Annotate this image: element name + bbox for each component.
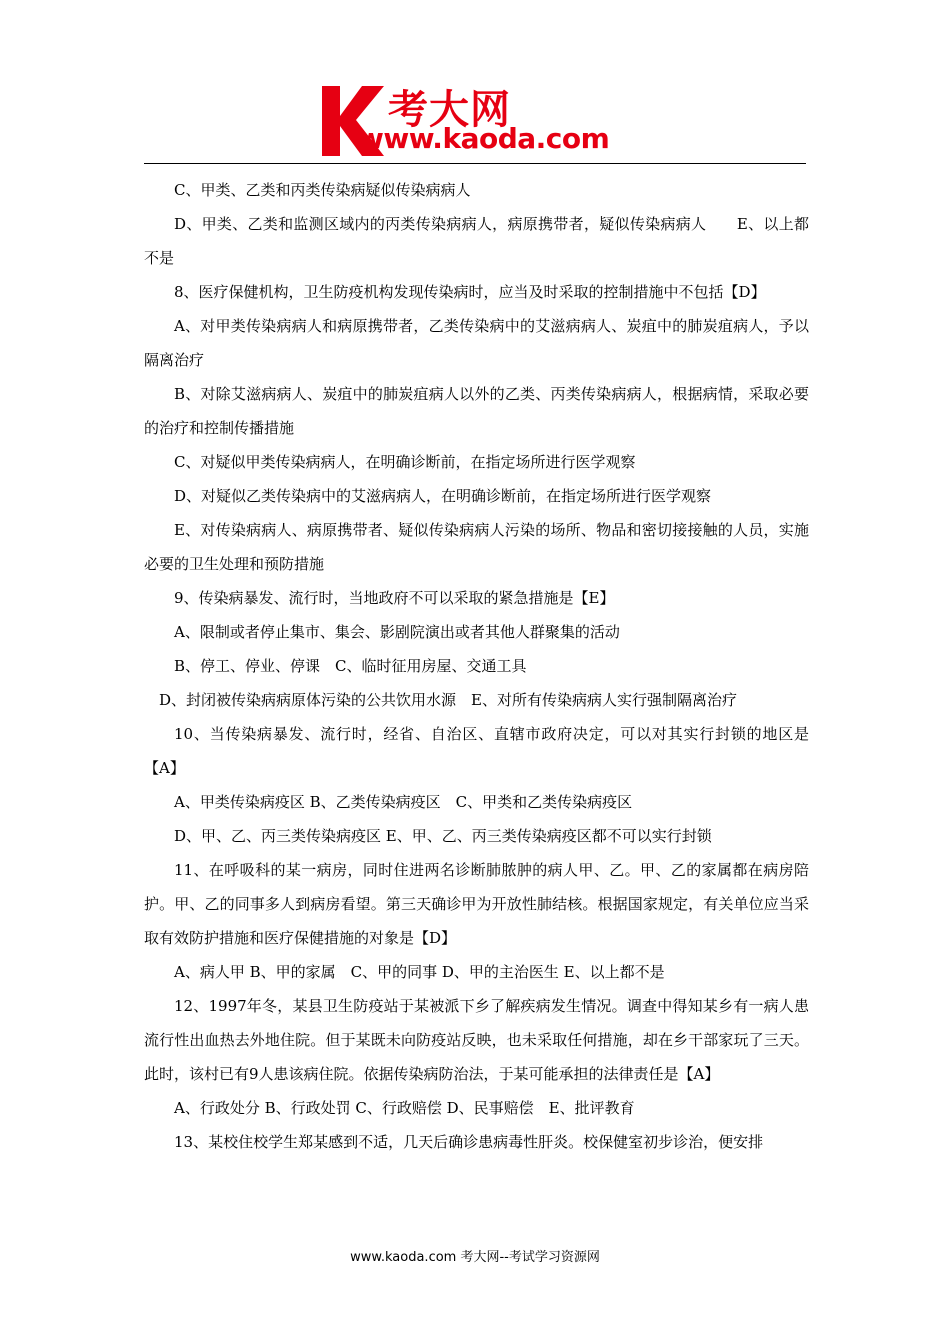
- paragraph: D、对疑似乙类传染病中的艾滋病病人，在明确诊断前，在指定场所进行医学观察: [174, 487, 712, 505]
- question-9: 9、传染病暴发、流行时，当地政府不可以采取的紧急措施是【E】: [174, 589, 615, 607]
- paragraph: C、甲类、乙类和丙类传染病疑似传染病病人: [174, 181, 471, 199]
- paragraph: C、对疑似甲类传染病病人，在明确诊断前，在指定场所进行医学观察: [174, 453, 636, 471]
- question-13: 13、某校住校学生郑某感到不适，几天后确诊患病毒性肝炎。校保健室初步诊治，便安排: [174, 1133, 764, 1151]
- question-8: 8、医疗保健机构，卫生防疫机构发现传染病时，应当及时采取的控制措施中不包括【D】: [174, 283, 766, 301]
- question-10: 10、当传染病暴发、流行时，经省、自治区、直辖市政府决定，可以对其实行封锁的地区是【A】: [144, 725, 809, 777]
- site-logo[interactable]: [318, 78, 648, 160]
- paragraph: D、封闭被传染病病原体污染的公共饮用水源 E、对所有传染病病人实行强制隔离治疗: [159, 691, 737, 709]
- paragraph: A、对甲类传染病病人和病原携带者，乙类传染病中的艾滋病病人、炭疽中的肺炭疽病人，予以隔离治疗: [144, 317, 809, 369]
- paragraph: A、病人甲 B、甲的家属 C、甲的同事 D、甲的主治医生 E、以上都不是: [174, 963, 665, 981]
- logo-brand-name: 考大网: [388, 87, 511, 133]
- question-11: 11、在呼吸科的某一病房，同时住进两名诊断肺脓肿的病人甲、乙。甲、乙的家属都在病房陪护。甲、乙的同事多人到病房看望。第三天确诊甲为开放性肺结核。根据国家规定，有关单位应当采取有效防护措施和医疗保健措施的对象是【D】: [144, 861, 809, 947]
- paragraph: B、停工、停业、停课 C、临时征用房屋、交通工具: [174, 657, 527, 675]
- paragraph: A、限制或者停止集市、集会、影剧院演出或者其他人群聚集的活动: [174, 623, 620, 641]
- paragraph: A、甲类传染病疫区 B、乙类传染病疫区 C、甲类和乙类传染病疫区: [174, 793, 633, 811]
- paragraph: B、对除艾滋病病人、炭疽中的肺炭疽病人以外的乙类、丙类传染病病人，根据病情，采取必要的治疗和控制传播措施: [144, 385, 809, 437]
- page-footer: www.kaoda.com 考大网--考试学习资源网: [350, 1250, 600, 1265]
- header-divider: [144, 163, 806, 164]
- question-12: 12、1997年冬，某县卫生防疫站于某被派下乡了解疾病发生情况。调查中得知某乡有一病人患流行性出血热去外地住院。但于某既未向防疫站反映，也未采取任何措施，却在乡干部家玩了三天。此时，该村已有9人患该病住院。依据传染病防治法，于某可能承担的法律责任是【A】: [144, 997, 809, 1083]
- paragraph: D、甲类、乙类和监测区域内的丙类传染病病人，病原携带者，疑似传染病病人 E、以上都不是: [144, 215, 809, 267]
- logo-url: www.kaoda.com: [358, 122, 610, 155]
- paragraph: D、甲、乙、丙三类传染病疫区 E、甲、乙、丙三类传染病疫区都不可以实行封锁: [174, 827, 712, 845]
- paragraph: A、行政处分 B、行政处罚 C、行政赔偿 D、民事赔偿 E、批评教育: [174, 1099, 635, 1117]
- document-body: [144, 173, 809, 1159]
- paragraph: E、对传染病病人、病原携带者、疑似传染病病人污染的场所、物品和密切接接触的人员，实施必要的卫生处理和预防措施: [144, 521, 809, 573]
